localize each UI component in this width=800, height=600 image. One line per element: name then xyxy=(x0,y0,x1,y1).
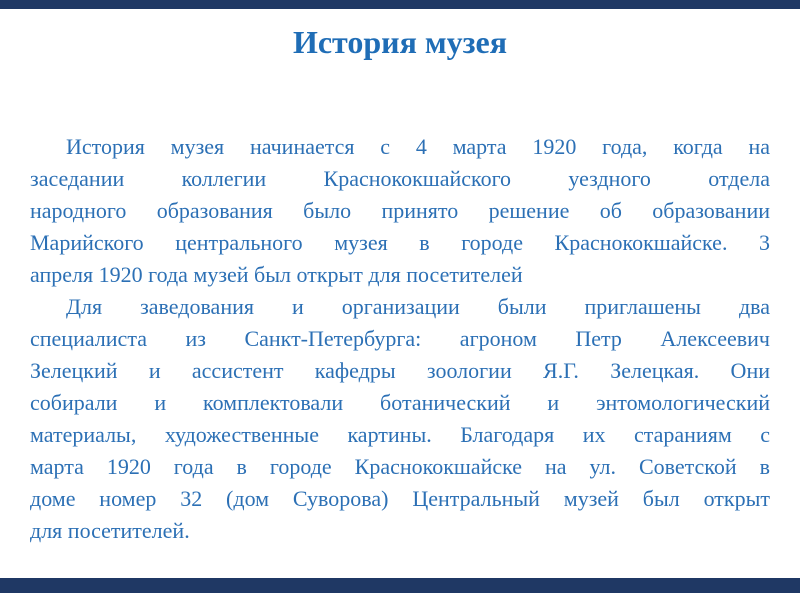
slide-title: История музея xyxy=(292,24,508,60)
body-line: народного образования было принято решение об образовании xyxy=(30,198,770,223)
body-line: апреля 1920 года музей был открыт для посетителей xyxy=(30,262,523,287)
body-line: Зелецкий и ассистент кафедры зоологии Я.Г. Зелецкая. Они xyxy=(30,358,770,383)
body-line: для посетителей. xyxy=(30,518,190,543)
body-text xyxy=(30,131,770,547)
paragraph-2 xyxy=(30,291,770,547)
body-line: материалы, художественные картины. Благодаря их стараниям с xyxy=(30,422,770,447)
body-line: заседании коллегии Краснококшайского уездного отдела xyxy=(30,166,770,191)
body-line: Марийского центрального музея в городе Краснококшайске. 3 xyxy=(30,230,770,255)
body-line: собирали и комплектовали ботанический и энтомологический xyxy=(30,390,770,415)
body-line: специалиста из Санкт-Петербурга: агроном Петр Алексеевич xyxy=(30,326,770,351)
body-line: Для заведования и организации были приглашены два xyxy=(66,294,770,319)
paragraph-1 xyxy=(30,131,770,291)
body-line: доме номер 32 (дом Суворова) Центральный музей был открыт xyxy=(30,486,770,511)
body-line: марта 1920 года в городе Краснококшайске на ул. Советской в xyxy=(30,454,770,479)
top-accent-bar xyxy=(0,0,800,9)
body-line: История музея начинается с 4 марта 1920 года, когда на xyxy=(66,134,770,159)
bottom-accent-bar xyxy=(0,578,800,593)
